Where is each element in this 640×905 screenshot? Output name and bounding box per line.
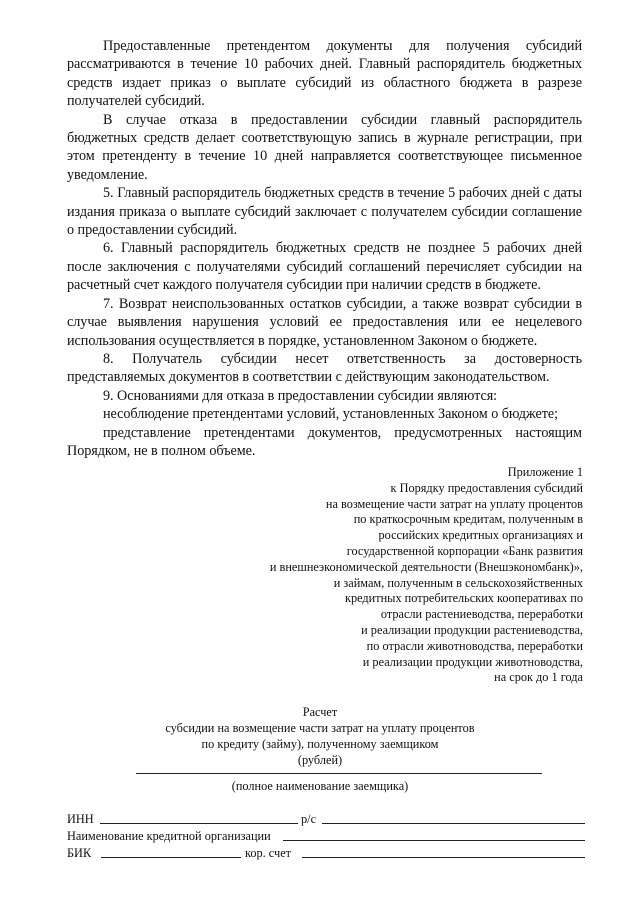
bik-field[interactable] bbox=[101, 857, 241, 858]
borrower-name-line[interactable] bbox=[136, 773, 542, 774]
bik-label: БИК bbox=[67, 846, 92, 860]
bank-label: Наименование кредитной организации bbox=[67, 829, 271, 843]
appendix-line: по отрасли животноводства, переработки bbox=[366, 638, 583, 653]
appendix-line: кредитных потребительских кооперативах по bbox=[344, 591, 583, 606]
paragraph-refusal-ground-2: представление претендентами документов, предусмотренных настоящим Порядком, не в полном объеме. bbox=[67, 424, 582, 459]
inn-account-row bbox=[67, 811, 585, 827]
corr-account-field[interactable] bbox=[302, 857, 585, 858]
appendix-line: государственной корпорации «Банк развития bbox=[346, 543, 583, 558]
bik-corr-row bbox=[67, 845, 585, 861]
appendix-line: и займам, полученным в сельскохозяйственных bbox=[333, 575, 583, 590]
calculation-subtitle-line: субсидии на возмещение части затрат на уплату процентов bbox=[165, 721, 475, 735]
paragraph-clause-9: 9. Основаниями для отказа в предоставлении субсидии являются: bbox=[103, 387, 498, 404]
calculation-subtitle-line: по кредиту (займу), полученному заемщиком bbox=[201, 737, 439, 751]
appendix-line: на срок до 1 года bbox=[494, 670, 583, 685]
paragraph-clause-6: 6. Главный распорядитель бюджетных средств не позднее 5 рабочих дней после заключения с получателями субсидий соглашений перечисляет субсидии на расчетный счет каждого получателя субсидии при наличии средств в бюджете. bbox=[67, 240, 582, 294]
inn-label: ИНН bbox=[67, 812, 94, 826]
appendix-line: на возмещение части затрат на уплату процентов bbox=[325, 496, 583, 511]
bank-row bbox=[67, 828, 585, 844]
appendix-line: по краткосрочным кредитам, полученным в bbox=[353, 512, 583, 527]
appendix-line: к Порядку предоставления субсидий bbox=[390, 480, 583, 495]
calculation-title: Расчет bbox=[302, 705, 338, 719]
borrower-name-caption: (полное наименование заемщика) bbox=[231, 779, 409, 793]
paragraph-review-period: Предоставленные претендентом документы для получения субсидий рассматриваются в течение 10 рабочих дней. Главный распорядитель бюджетных средств издает приказ о выплате субсидий из областного бюджета в разрезе получателей субсидий. bbox=[67, 38, 582, 110]
bank-field[interactable] bbox=[283, 840, 585, 841]
paragraph-clause-5: 5. Главный распорядитель бюджетных средств в течение 5 рабочих дней с даты издания приказа о выплате субсидий заключает с получателем субсидии соглашение о предоставлении субсидий. bbox=[67, 185, 582, 239]
paragraph-clause-8: 8. Получатель субсидии несет ответственность за достоверность представляемых документов в соответствии с действующим законодательством. bbox=[67, 350, 582, 386]
appendix-line: Приложение 1 bbox=[507, 465, 583, 479]
appendix-header bbox=[203, 465, 583, 686]
inn-field[interactable] bbox=[100, 823, 298, 824]
paragraph-refusal-ground-1: несоблюдение претендентами условий, установленных Законом о бюджете; bbox=[103, 406, 559, 423]
account-field[interactable] bbox=[322, 823, 585, 824]
corr-account-label: кор. счет bbox=[245, 846, 292, 860]
procedure-text bbox=[67, 37, 582, 460]
paragraph-clause-7: 7. Возврат неиспользованных остатков субсидии, а также возврат субсидии в случае выявления нарушения условий ее предоставления или ее нецелевого использования осуществляется в порядке, установленном Законом о бюджете. bbox=[67, 295, 582, 349]
calculation-units: (рублей) bbox=[297, 753, 343, 767]
appendix-line: отрасли растениеводства, переработки bbox=[380, 607, 583, 622]
appendix-line: и реализации продукции растениеводства, bbox=[361, 622, 583, 637]
account-label: р/с bbox=[301, 812, 317, 826]
paragraph-refusal-notice: В случае отказа в предоставлении субсидии главный распорядитель бюджетных средств делает соответствующую запись в журнале регистрации, при этом претенденту в течение 10 дней направляется соответствующее письменное уведомление. bbox=[67, 111, 582, 183]
appendix-line: российских кредитных организациях и bbox=[378, 528, 583, 543]
calculation-heading bbox=[0, 704, 640, 768]
appendix-line: и реализации продукции животноводства, bbox=[362, 654, 583, 669]
appendix-line: и внешнеэкономической деятельности (Внешэкономбанк)», bbox=[269, 559, 583, 574]
